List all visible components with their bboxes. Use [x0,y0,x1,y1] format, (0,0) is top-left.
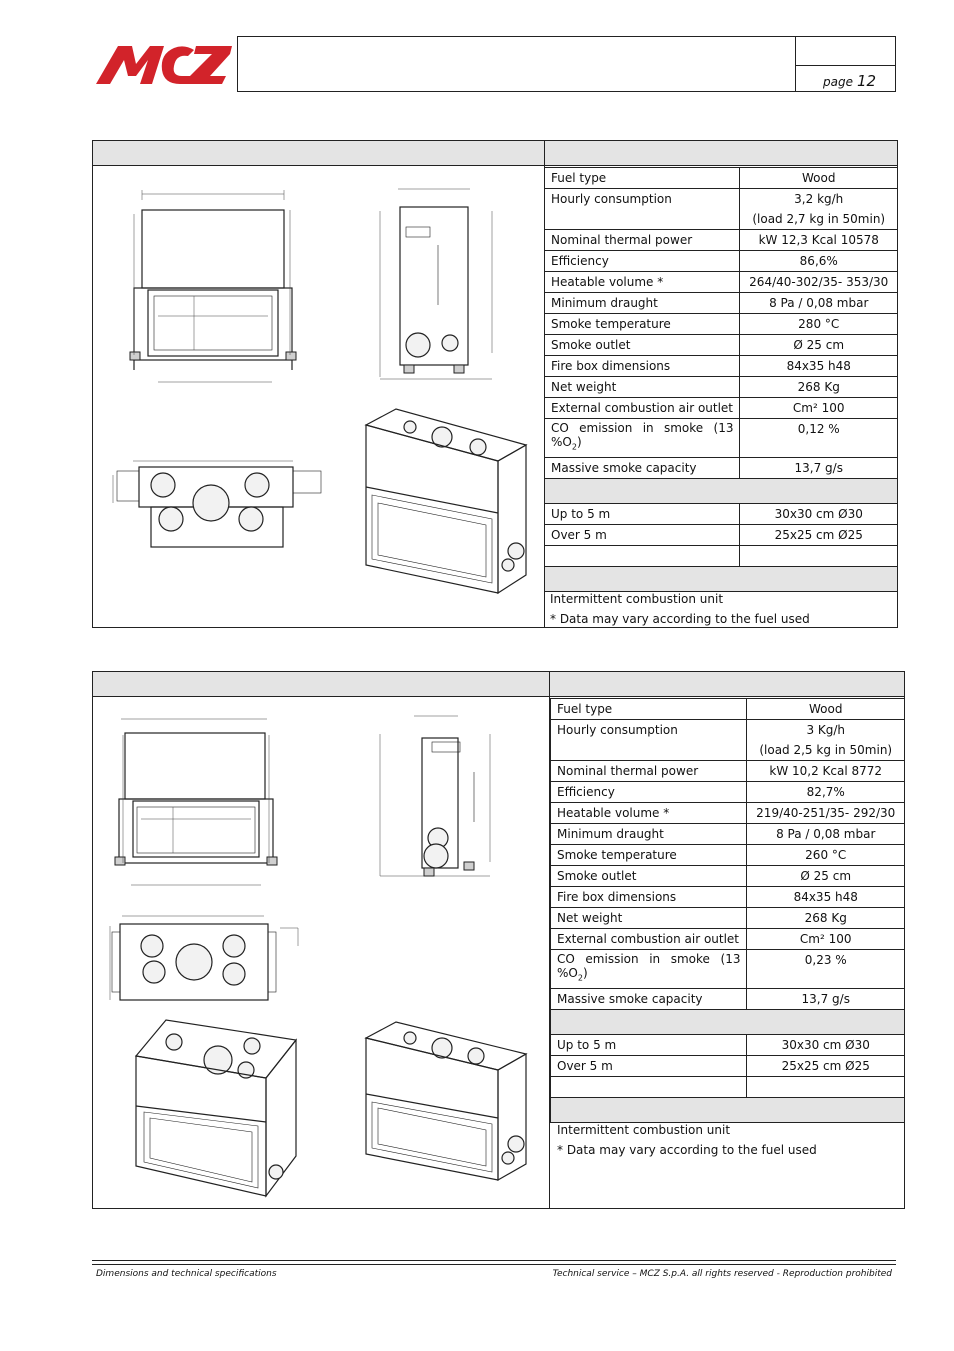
spec-value: 3 Kg/h [806,723,846,737]
table-row [545,189,898,230]
spec-label: Hourly consumption [545,189,740,230]
table-row [551,824,905,845]
table-row [551,908,905,929]
spec-value: 84x35 h48 [740,356,898,377]
note-line: * Data may vary according to the fuel used [557,1143,817,1157]
spec-value-note: (load 2,7 kg in 50min) [752,212,886,226]
section1-notes [550,589,810,629]
spec-label: Massive smoke capacity [545,458,740,479]
spec-label: External combustion air outlet [545,398,740,419]
spec-label: Fuel type [551,699,747,720]
table-row [551,887,905,908]
table-row [545,398,898,419]
footer-rule [92,1264,896,1265]
table-row [551,761,905,782]
spec-value: Ø 25 cm [740,335,898,356]
footer-rule [92,1260,896,1261]
table-row [551,1035,905,1056]
spec-label: Net weight [545,377,740,398]
page-label: page [823,75,853,89]
table-row [545,377,898,398]
table-row [545,293,898,314]
spec-value: Wood [747,699,905,720]
section1-drawing-header [93,141,545,166]
spec-label: CO emission in smoke (13 $\%O_2$) [551,950,747,989]
note-line: * Data may vary according to the fuel used [550,612,810,626]
table-row [551,929,905,950]
table-row [551,1056,905,1077]
spec-label: Heatable volume * [545,272,740,293]
table-row [545,272,898,293]
flue-value: 25x25 cm Ø25 [747,1056,905,1077]
spec-value: 280 °C [740,314,898,335]
section1-spec-table [544,167,898,592]
flue-label: Over 5 m [545,525,740,546]
spec-value: kW 10,2 Kcal 8772 [747,761,905,782]
table-row [545,419,898,458]
spec-value: 82,7% [747,782,905,803]
spec-value: 260 °C [747,845,905,866]
mcz-logo [92,42,234,86]
section2-side-view-drawing [378,712,498,882]
flue-value: 25x25 cm Ø25 [740,525,898,546]
table-row [551,803,905,824]
note-line: Intermittent combustion unit [557,1123,731,1137]
spec-value: Ø 25 cm [747,866,905,887]
spec-value: 268 Kg [747,908,905,929]
footer-right-text: Technical service – MCZ S.p.A. all rights reserved - Reproduction prohibited [552,1269,892,1279]
spec-value: 8 Pa / 0,08 mbar [740,293,898,314]
table-row [551,845,905,866]
flue-value: 30x30 cm Ø30 [747,1035,905,1056]
spec-label: Heatable volume * [551,803,747,824]
table-row [545,230,898,251]
spec-label: Hourly consumption [551,720,747,761]
table-row [545,335,898,356]
table-row-header [545,567,898,592]
spec-label: External combustion air outlet [551,929,747,950]
table-row [551,699,905,720]
footer-left-text: Dimensions and technical specifications [96,1269,277,1279]
spec-value: 0,23 % [747,950,905,989]
spec-value-note: (load 2,5 kg in 50min) [759,743,893,757]
section1-spec-header [545,141,897,166]
spec-value: 264/40-302/35- 353/30 [740,272,898,293]
spec-label: Smoke temperature [545,314,740,335]
table-row [551,950,905,989]
table-row [545,525,898,546]
section2-spec-table [550,698,905,1123]
spec-value: Cm² 100 [747,929,905,950]
section2-top-view-drawing [108,910,308,1005]
spec-label: Nominal thermal power [545,230,740,251]
spec-value: 0,12 % [740,419,898,458]
spec-label: Smoke outlet [545,335,740,356]
spec-label: Fire box dimensions [545,356,740,377]
table-row [545,356,898,377]
section1-side-view-drawing [378,185,498,385]
table-row [545,314,898,335]
spec-label: Minimum draught [551,824,747,845]
spec-value: 86,6% [740,251,898,272]
spec-label: Fuel type [545,168,740,189]
spec-value: 13,7 g/s [747,989,905,1010]
spec-value: Wood [740,168,898,189]
table-row-header [551,1098,905,1123]
table-row [551,720,905,761]
table-row-empty [551,1077,905,1098]
section2-perspective-angle-drawing [358,1018,533,1183]
spec-value: 219/40-251/35- 292/30 [747,803,905,824]
spec-value: 3,2 kg/h [794,192,844,206]
table-row-empty [545,546,898,567]
spec-value: 8 Pa / 0,08 mbar [747,824,905,845]
table-row [551,989,905,1010]
spec-label: Efficiency [551,782,747,803]
section2-notes [557,1120,817,1160]
spec-label: Nominal thermal power [551,761,747,782]
flue-label: Up to 5 m [545,504,740,525]
spec-label: Net weight [551,908,747,929]
spec-value: 13,7 g/s [740,458,898,479]
note-line: Intermittent combustion unit [550,592,724,606]
spec-value: 84x35 h48 [747,887,905,908]
spec-label: Minimum draught [545,293,740,314]
table-row-header [545,479,898,504]
table-row [545,251,898,272]
section2-front-view-drawing [115,715,280,890]
section2-drawing-header [93,672,550,697]
table-row [551,782,905,803]
table-row-header [551,1010,905,1035]
section1-perspective-drawing [358,405,533,595]
page-number: 12 [856,72,877,90]
spec-label: CO emission in smoke (13 $\%O_2$) [545,419,740,458]
spec-label: Smoke temperature [551,845,747,866]
spec-label: Fire box dimensions [551,887,747,908]
table-row [545,168,898,189]
spec-value: Cm² 100 [740,398,898,419]
spec-label: Massive smoke capacity [551,989,747,1010]
header-box [237,36,896,92]
table-row [545,504,898,525]
spec-value: kW 12,3 Kcal 10578 [740,230,898,251]
page-indicator [823,72,876,90]
section1-front-view-drawing [128,190,298,385]
spec-value: 268 Kg [740,377,898,398]
spec-label: Smoke outlet [551,866,747,887]
section2-spec-header [550,672,904,697]
flue-label: Over 5 m [551,1056,747,1077]
table-row [551,866,905,887]
spec-label: Efficiency [545,251,740,272]
section1-top-view-drawing [113,455,328,550]
section2-perspective-front-drawing [126,1016,301,1201]
table-row [545,458,898,479]
flue-value: 30x30 cm Ø30 [740,504,898,525]
flue-label: Up to 5 m [551,1035,747,1056]
